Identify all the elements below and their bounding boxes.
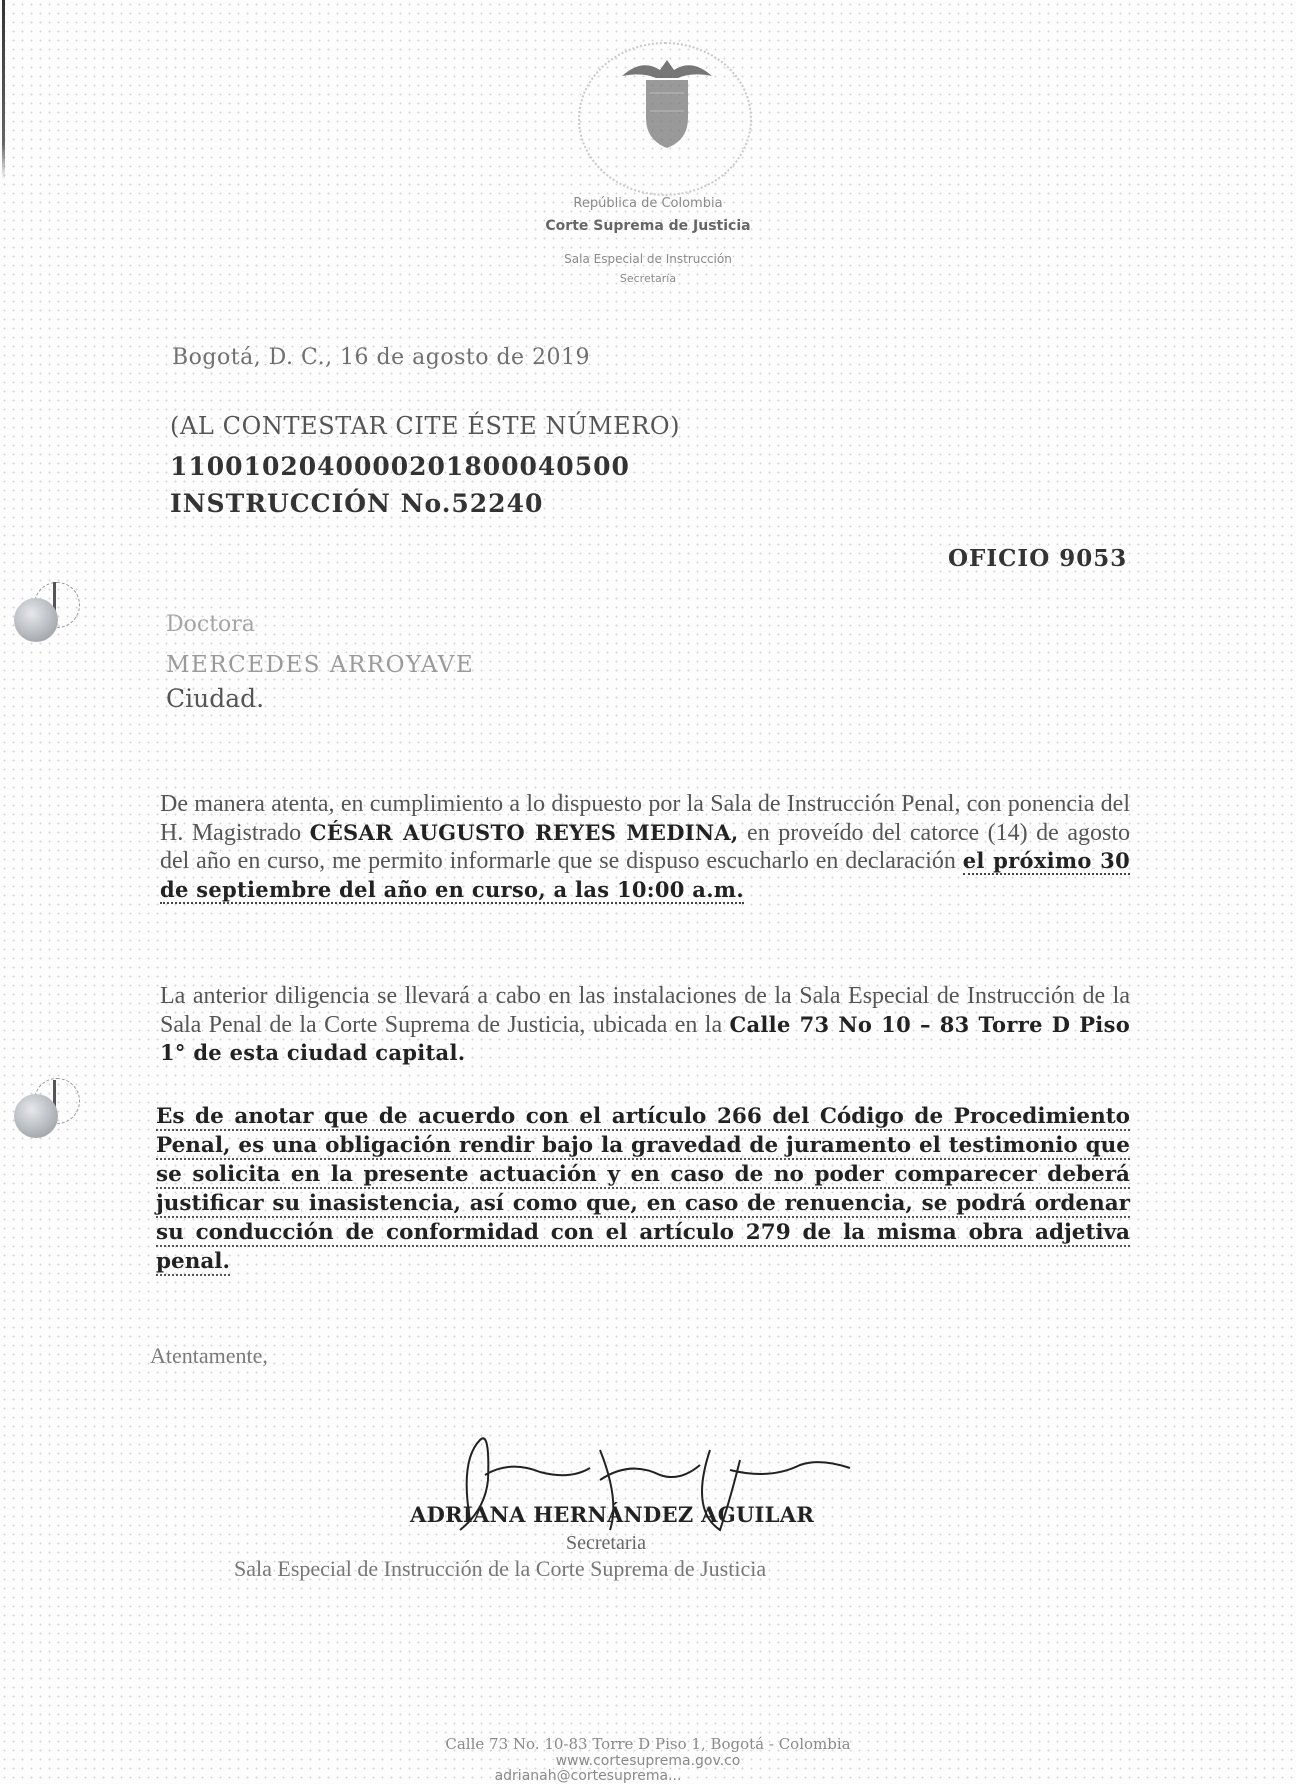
footer-address: Calle 73 No. 10-83 Torre D Piso 1, Bogotá - Colombia <box>445 1735 851 1753</box>
paragraph-legal-notice: Es de anotar que de acuerdo con el artículo 266 del Código de Procedimiento Penal, es una obligación rendir bajo la gravedad de juramento el testimonio que se solicita en la presente actuación y en caso de no poder comparecer deberá justificar su inasistencia, así como que, en caso de renuencia, se podrá ordenar su conducción de conformidad con el artículo 279 de la misma obra adjetiva penal. <box>156 1104 1130 1274</box>
hearing-address: Calle 73 No 10 – 83 Torre D Piso 1° de esta ciudad capital. <box>160 1011 1131 1065</box>
paragraph-summons: De manera atenta, en cumplimiento a lo dispuesto por la Sala de Instrucción Penal, con ponencia del H. Magistrado CÉSAR AUGUSTO REYES MEDINA, en proveído del catorce (14) de agosto del año en curso, me permito informarle que se dispuso escucharlo en declaración el próximo 30 de septiembre del año en curso, a las 10:00 a.m. <box>160 791 1130 902</box>
signer-role: Secretaria <box>566 1532 646 1554</box>
footer-website[interactable]: www.cortesuprema.gov.co <box>555 1753 741 1769</box>
punch-hole <box>14 1094 58 1138</box>
date-line: Bogotá, D. C., 16 de agosto de 2019 <box>172 345 591 370</box>
case-number: 11001020400002018000405​00 <box>170 452 630 481</box>
punch-hole <box>14 598 58 642</box>
signer-name: ADRIANA HERNÁNDEZ AGUILAR <box>410 1502 815 1527</box>
letterhead-court: Corte Suprema de Justicia <box>545 218 751 234</box>
footer-email[interactable]: adrianah@cortesuprema... <box>494 1768 682 1784</box>
paragraph-location: La anterior diligencia se llevará a cabo en las instalaciones de la Sala Especial de Instrucción de la Sala Penal de la Corte Suprema de Justicia, ubicada en la Calle 73 No 10 – 83 Torre D Piso 1° de esta ciudad capital. <box>160 983 1131 1065</box>
magistrate-name: CÉSAR AUGUSTO REYES MEDINA, <box>309 819 739 845</box>
coat-of-arms-icon <box>612 48 722 158</box>
scan-edge <box>2 0 5 180</box>
oficio-number: OFICIO 9053 <box>948 545 1128 572</box>
instruction-number: INSTRUCCIÓN No.52240 <box>170 489 544 518</box>
cite-instruction: (AL CONTESTAR CITE ÉSTE NÚMERO) <box>170 412 681 440</box>
letterhead-country: República de Colombia <box>573 196 723 211</box>
recipient-title: Doctora <box>166 612 255 637</box>
signer-entity: Sala Especial de Instrucción de la Corte Suprema de Justicia <box>234 1556 767 1581</box>
hearing-date: el próximo 30 de septiembre del año en curso, a las 10:00 a.m. <box>160 848 1130 902</box>
letterhead-office: Secretaría <box>619 272 677 285</box>
recipient-city: Ciudad. <box>166 684 265 713</box>
letterhead-chamber: Sala Especial de Instrucción <box>564 252 732 266</box>
signature-icon <box>430 1420 890 1550</box>
recipient-name: MERCEDES ARROYAVE <box>166 652 475 678</box>
closing-salutation: Atentamente, <box>150 1343 268 1368</box>
